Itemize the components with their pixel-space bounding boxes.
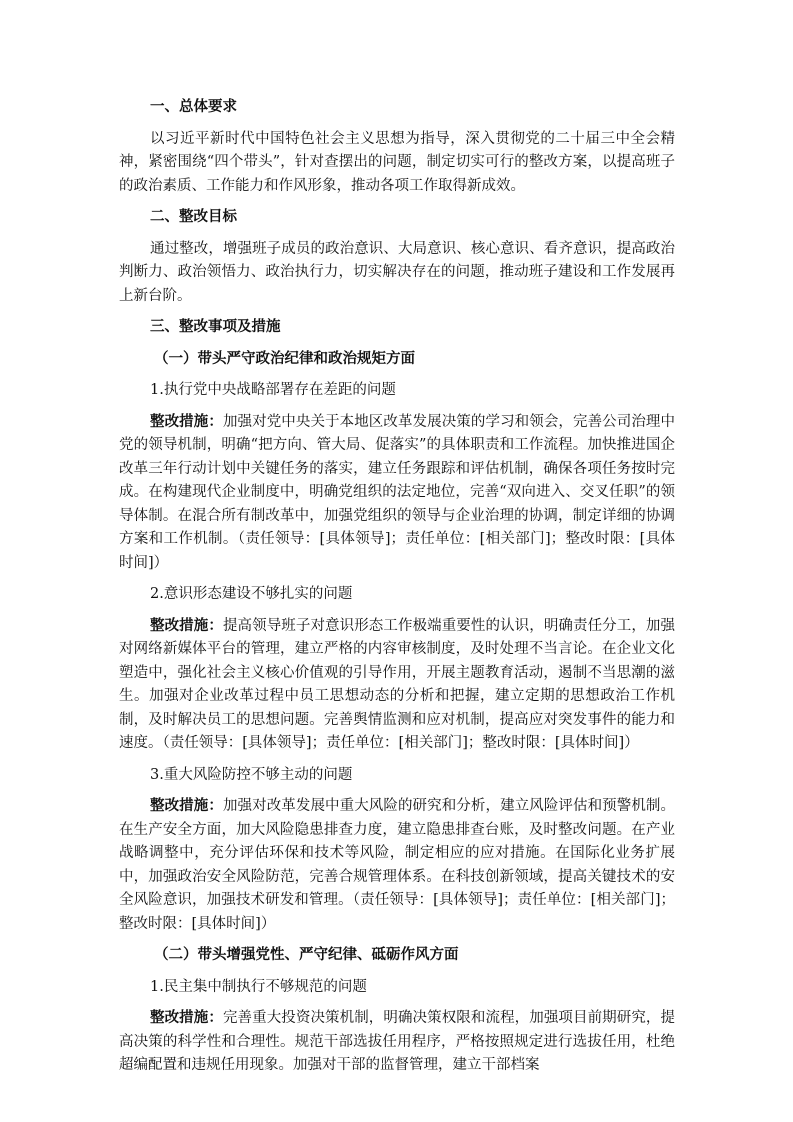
measure-text: 提高领导班子对意识形态工作极端重要性的认识，明确责任分工，加强对网络新媒体平台的管理，建立严格的内容审核制度，及时处理不当言论。在企业文化塑造中，强化社会主义核心价值观的引导作用，开展主题教育活动，遏制不当思潮的滋生。加强对企业改革过程中员工思想动态的分析和把握，建立定期的思想政治工作机制，及时解决员工的思想问题。完善舆情监测和应对机制，提高应对突发事件的能力和速度。（责任领导：[具体领导]；责任单位：[相关部门]；整改时限：[具体时间]）: [119, 617, 676, 751]
subsection-heading-party-spirit: （二）带头增强党性、严守纪律、砥砺作风方面: [154, 947, 459, 963]
item-title-risk-control: 3.重大风险防控不够主动的问题: [150, 766, 353, 783]
paragraph-general-requirements: 以习近平新时代中国特色社会主义思想为指导，深入贯彻党的二十届三中全会精神，紧密围绕“四个带头”，针对查摆出的问题，制定切实可行的整改方案，以提高班子的政治素质、工作能力和作风形象，推动各项工作取得新成效。: [119, 130, 675, 194]
measure-label: 整改措施：: [150, 798, 223, 814]
measure-paragraph-risk-control: [119, 795, 675, 936]
measure-text: 完善重大投资决策机制，明确决策权限和流程，加强项目前期研究，提高决策的科学性和合理性。规范干部选拔任用程序，严格按照规定进行选拔任用，杜绝超编配置和违规任用现象。加强对干部的监督管理，建立干部档案: [119, 1010, 676, 1073]
document-page: [119, 96, 675, 1086]
measure-text: 加强对改革发展中重大风险的研究和分析，建立风险评估和预警机制。在生产安全方面，加大风险隐患排查力度，建立隐患排查台账，及时整改问题。在产业战略调整中，充分评估环保和技术等风险，制定相应的应对措施。在国际化业务扩展中，加强政治安全风险防范，完善合规管理体系。在科技创新领域，提高关键技术的安全风险意识，加强技术研发和管理。（责任领导：[具体领导]；责任单位：[相关部门]；整改时限：[具体时间]）: [119, 798, 676, 932]
subsection-heading-political-discipline: （一）带头严守政治纪律和政治规矩方面: [154, 350, 415, 367]
measure-text: 加强对党中央关于本地区改革发展决策的学习和领会，完善公司治理中党的领导机制，明确“把方向、管大局、促落实”的具体职责和工作流程。加快推进国企改革三年行动计划中关键任务的落实，建立任务跟踪和评估机制，确保各项任务按时完成。在构建现代企业制度中，明确党组织的法定地位，完善“双向进入、交叉任职”的领导体制。在混合所有制改革中，加强党组织的领导与企业治理的协调，制定详细的协调方案和工作机制。（责任领导：[具体领导]；责任单位：[相关部门]；整改时限：[具体时间]）: [119, 413, 676, 571]
measure-paragraph-democratic-centralism: [119, 1007, 675, 1078]
measure-label: 整改措施：: [150, 617, 223, 634]
item-title-democratic-centralism: 1.民主集中制执行不够规范的问题: [150, 978, 367, 995]
paragraph-rectification-goals: 通过整改，增强班子成员的政治意识、大局意识、核心意识、看齐意识，提高政治判断力、政治领悟力、政治执行力，切实解决存在的问题，推动班子建设和工作发展再上新台阶。: [119, 240, 675, 304]
measure-paragraph-ideology: [119, 615, 675, 756]
section-heading-general-requirements: 一、总体要求: [150, 99, 237, 115]
measure-label: 整改措施：: [150, 1010, 223, 1026]
measure-paragraph-strategy-execution: [119, 411, 675, 576]
item-title-strategy-execution: 1.执行党中央战略部署存在差距的问题: [150, 382, 396, 398]
section-heading-rectification-goals: 二、整改目标: [150, 209, 237, 225]
measure-label: 整改措施：: [150, 413, 223, 430]
section-heading-rectification-items: 三、整改事项及措施: [150, 319, 281, 335]
item-title-ideology: 2.意识形态建设不够扎实的问题: [150, 586, 353, 602]
